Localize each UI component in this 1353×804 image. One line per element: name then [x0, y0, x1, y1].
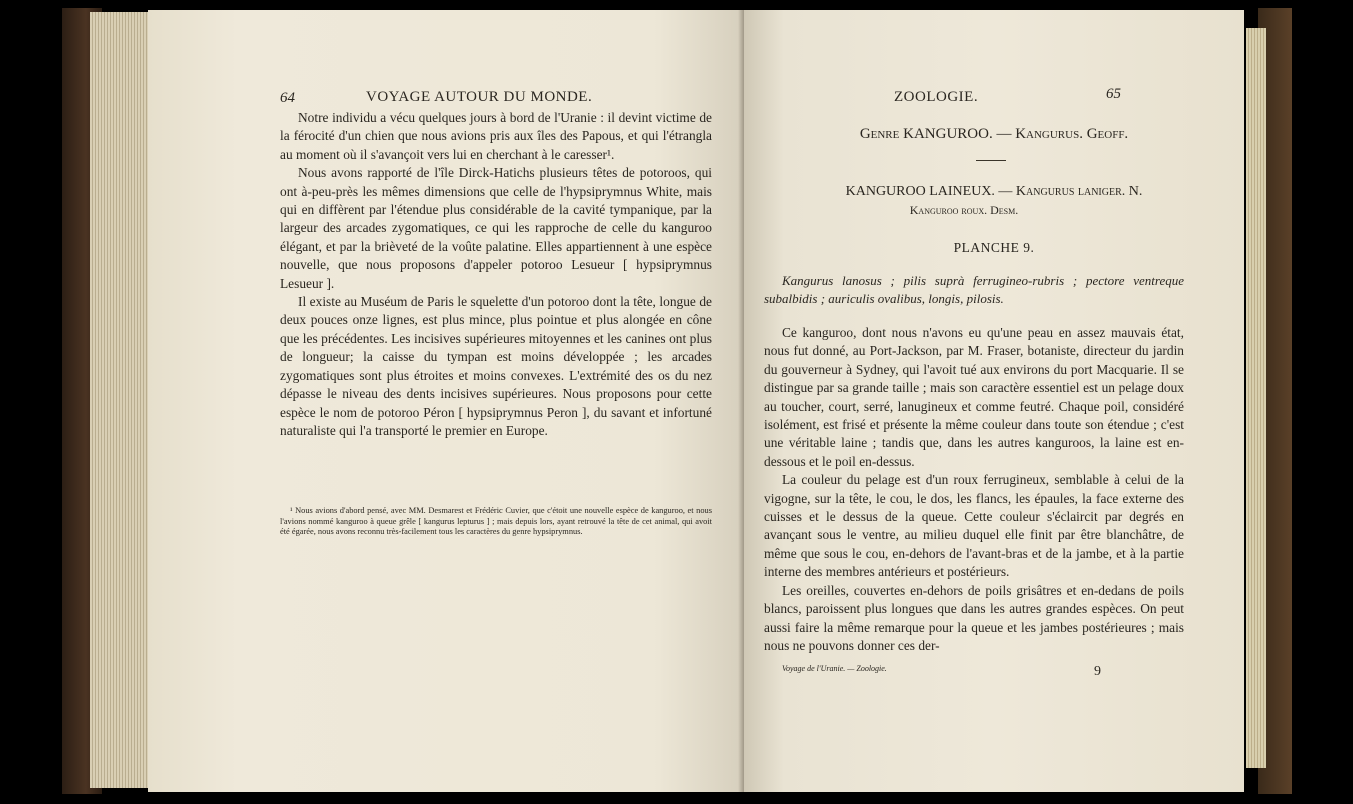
left-page	[148, 10, 744, 792]
paragraph: Notre individu a vécu quelques jours à bord de l'Uranie : il devint victime de la férocité d'un chien que nous avions pris aux îles des Papous, et qui l'étrangla au moment où il s'avançoit vers lui en cherchant à le caresser¹.	[280, 110, 712, 162]
left-footnote	[280, 506, 712, 538]
open-book	[62, 8, 1292, 794]
section-rule	[976, 160, 1006, 161]
paragraph: Il existe au Muséum de Paris le squelette d'un potoroo dont la tête, longue de deux pouces onze lignes, est plus mince, plus pointue et plus alongée en cône que les précédentes. Les incisives supérieures mitoyennes et les canines ont plus de longueur; la caisse du tympan est moins développée ; les arcades zygomatiques sont plus étroites et moins convexes. L'extrémité des os du nez dépasse le niveau des dents incisives supérieures. Nous proposons pour cette espèce le nom de potoroo Péron [ hypsiprymnus Peron ], du savant et infortuné naturaliste qui l'a transporté le premier en Europe.	[280, 294, 712, 438]
paragraph: Les oreilles, couvertes en-dehors de poils grisâtres et en-dedans de poils blancs, paroissent plus longues que dans les autres grandes espèces. On peut aussi faire la même remarque pour la queue et les jambes postérieures ; mais nous ne pouvons donner ces der-	[764, 582, 1184, 653]
paragraph: Nous avons rapporté de l'île Dirck-Hatichs plusieurs têtes de potoroos, qui ont à-peu-près les mêmes dimensions que celle de l'hypsiprymnus White, mais qui en diffèrent par l'étendue plus considérable de la cavité tympanique, par la largeur des arcades zygomatiques, ce qui les rapproche de celle du kanguroo élégant, et par la brièveté de la voûte palatine. Elles appartiennent à une espèce nouvelle, que nous proposons d'appeler potoroo Lesueur [ hypsiprymnus Lesueur ].	[280, 165, 712, 291]
signature-mark: 9	[1094, 664, 1101, 679]
footnote-text: ¹ Nous avions d'abord pensé, avec MM. Desmarest et Frédéric Cuvier, que c'étoit une nouvelle espèce de kanguroo, et nous l'avions nommé kanguroo à queue grêle [ kangurus lepturus ] ; mais depuis lors, ayant retrouvé la tête de cet animal, qui avoit été égarée, nous avons reconnu très-facilement tous les caractères du genre hypsiprymnus.	[280, 506, 712, 537]
right-body-text	[764, 324, 1184, 655]
genus-heading: Genre KANGUROO. — Kangurus. Geoff.	[859, 126, 1129, 142]
left-running-head: VOYAGE AUTOUR DU MONDE.	[366, 89, 593, 105]
right-page	[744, 10, 1244, 792]
right-running-head: ZOOLOGIE.	[894, 89, 979, 105]
synonym: Kanguroo roux. Desm.	[909, 203, 1019, 217]
page-edges-right	[1246, 28, 1266, 768]
left-body-text	[280, 109, 712, 440]
plate-reference: PLANCHE 9.	[953, 240, 1035, 255]
right-page-number: 65	[1106, 86, 1121, 102]
paragraph: La couleur du pelage est d'un roux ferrugineux, semblable à celui de la vigogne, sur la tête, le cou, le dos, les flancs, les épaules, la face externe des cuisses et le dessus de la queue. Cette couleur s'éclaircit par degrés en avançant sous le ventre, au milieu duquel elle finit par être blanchâtre, de même que sous le cou, en-dehors de l'avant-bras et de la jambe, et à la partie interne des membres antérieurs et postérieurs.	[764, 472, 1184, 580]
species-diagnosis	[764, 272, 1184, 308]
diagnosis-text: Kangurus lanosus ; pilis suprà ferrugineo-rubris ; pectore ventreque subalbidis ; auriculis ovalibus, longis, pilosis.	[764, 273, 1184, 306]
left-page-number: 64	[280, 90, 295, 106]
page-footer: Voyage de l'Uranie. — Zoologie.	[782, 664, 887, 673]
species-heading: KANGUROO LAINEUX. — Kangurus laniger. N.	[845, 184, 1143, 199]
paragraph: Ce kanguroo, dont nous n'avons eu qu'une peau en assez mauvais état, nous fut donné, au Port-Jackson, par M. Fraser, botaniste, directeur du jardin du gouverneur à Sydney, qui l'avoit tué aux environs du port Macquarie. Il se distingue par sa grande taille ; mais son caractère essentiel est un pelage doux au toucher, court, serré, lanugineux et comme feutré. Chaque poil, considéré isolément, est frisé et présente la même couleur dans toute son étendue ; c'est une véritable laine ; tandis que, dans les autres kanguroos, la laine est en-dessous et le poil en-dessus.	[764, 325, 1184, 469]
page-edges-left	[90, 12, 150, 788]
